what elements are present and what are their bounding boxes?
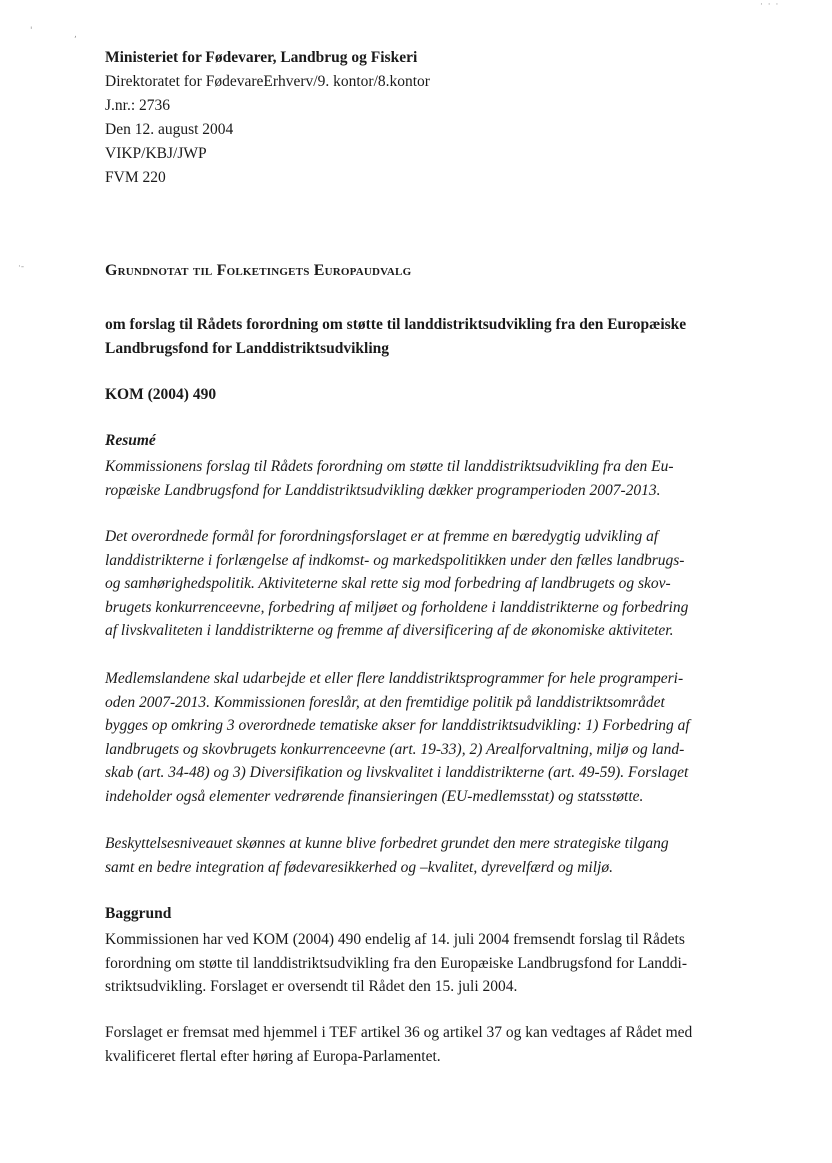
resume-paragraph-3 (105, 667, 750, 808)
text-line: skab (art. 34-48) og 3) Diversifikation og livskvalitet i landdistrikterne (art. 49-59). Forslaget (105, 764, 689, 781)
resume-heading: Resumé (105, 432, 156, 449)
text-line: kvalificeret flertal efter høring af Europa-Parlamentet. (105, 1047, 441, 1065)
text-line: samt en bedre integration af fødevaresikkerhed og –kvalitet, dyrevelfærd og miljø. (105, 858, 613, 876)
text-line: indeholder også elementer vedrørende finansieringen (EU-medlemsstat) og statsstøtte. (105, 787, 644, 805)
ministry-name: Ministeriet for Fødevarer, Landbrug og Fiskeri (105, 49, 418, 66)
resume-paragraph-2 (105, 525, 750, 643)
author-initials: VIKP/KBJ/JWP (105, 145, 207, 162)
subject-line: om forslag til Rådets forordning om støtte til landdistriktsudvikling fra den Europæiske (105, 316, 687, 333)
directorate-name: Direktoratet for FødevareErhverv/9. kontor/8.kontor (105, 73, 430, 90)
document-title: Grundnotat til Folketingets Europaudvalg (105, 262, 412, 279)
text-line: Beskyttelsesniveauet skønnes at kunne blive forbedret grundet den mere strategiske tilgang (105, 835, 669, 852)
reference-code: FVM 220 (105, 169, 166, 186)
text-line: og samhørighedspolitik. Aktiviteterne skal rette sig mod forbedring af landbrugets og skov- (105, 575, 671, 592)
subject-line: Landbrugsfond for Landdistriktsudvikling (105, 340, 389, 357)
text-line: Kommissionen har ved KOM (2004) 490 endelig af 14. juli 2004 fremsendt forslag til Rådets (105, 931, 685, 948)
text-line: landbrugets og skovbrugets konkurrenceevne (art. 19-33), 2) Arealforvaltning, miljø og land- (105, 740, 685, 758)
text-line: Forslaget er fremsat med hjemmel i TEF artikel 36 og artikel 37 og kan vedtages af Rådet med (105, 1024, 693, 1041)
scan-artifact: · · · (760, 0, 780, 10)
scan-artifact: ' (30, 26, 33, 36)
baggrund-heading: Baggrund (105, 905, 172, 922)
journal-number: J.nr.: 2736 (105, 97, 171, 114)
text-line: af livskvaliteten i landdistrikterne og fremme af diversificering af de økonomiske aktiviteter. (105, 622, 674, 639)
document-date: Den 12. august 2004 (105, 121, 234, 138)
text-line: Det overordnede formål for forordningsforslaget er at fremme en bæredygtig udvikling af (105, 528, 659, 545)
text-line: Medlemslandene skal udarbejde et eller flere landdistriktsprogrammer for hele programperi- (105, 670, 684, 687)
document-subject (105, 313, 745, 361)
text-line: landdistrikterne i forlængelse af indkomst- og markedspolitikken under den fælles landbrugs- (105, 551, 685, 569)
text-line: Kommissionens forslag til Rådets forordning om støtte til landdistriktsudvikling fra den Eu- (105, 458, 674, 475)
text-line: bygges op omkring 3 overordnede tematiske akser for landdistriktsudvikling: 1) Forbedring af (105, 717, 690, 734)
resume-paragraph-1 (105, 455, 750, 502)
kom-reference: KOM (2004) 490 (105, 386, 217, 403)
text-line: oden 2007-2013. Kommissionen foreslår, at den fremtidige politik på landdistriktsområdet (105, 693, 665, 711)
scan-artifact: , (74, 30, 77, 40)
scan-artifact: ·- (18, 262, 25, 272)
text-line: forordning om støtte til landdistriktsudvikling fra den Europæiske Landbrugsfond for Landdi- (105, 954, 688, 972)
resume-paragraph-4 (105, 832, 750, 879)
baggrund-paragraph-2 (105, 1021, 750, 1068)
baggrund-paragraph-1 (105, 928, 750, 999)
text-line: striktsudvikling. Forslaget er oversendt til Rådet den 15. juli 2004. (105, 978, 518, 995)
text-line: brugets konkurrenceevne, forbedring af miljøet og forholdene i landdistrikterne og forbedring (105, 598, 689, 616)
letterhead (105, 46, 430, 190)
text-line: ropæiske Landbrugsfond for Landdistriktsudvikling dækker programperioden 2007-2013. (105, 481, 661, 499)
